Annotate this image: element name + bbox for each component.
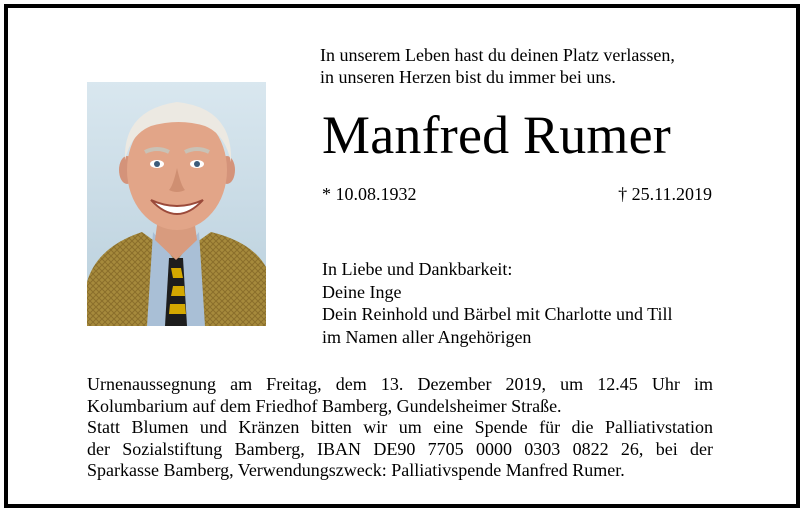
info-line-5: Sparkasse Bamberg, Verwendungszweck: Palliativspende Manfred Rumer.	[87, 460, 625, 480]
deceased-name: Manfred Rumer	[322, 105, 671, 165]
memorial-quote	[320, 44, 740, 88]
mourners-block	[322, 258, 673, 348]
quote-line-1: In unserem Leben hast du deinen Platz verlassen,	[320, 45, 675, 65]
quote-line-2: in unseren Herzen bist du immer bei uns.	[320, 67, 616, 87]
info-line-4: der Sozialstiftung Bamberg, IBAN DE90 7705 0000 0303 0822 26, bei der	[87, 438, 713, 459]
mourners-line-3: Dein Reinhold und Bärbel mit Charlotte und Till	[322, 304, 673, 324]
info-line-1: Urnenaussegnung am Freitag, dem 13. Dezember 2019, um 12.45 Uhr im	[87, 374, 713, 394]
portrait-photo	[87, 82, 266, 326]
info-line-2: Kolumbarium auf dem Friedhof Bamberg, Gundelsheimer Straße.	[87, 395, 562, 416]
funeral-info	[87, 374, 713, 482]
mourners-line-4: im Namen aller Angehörigen	[322, 326, 532, 347]
death-date: † 25.11.2019	[618, 184, 712, 204]
mourners-line-1: In Liebe und Dankbarkeit:	[322, 259, 513, 279]
mourners-line-2: Deine Inge	[322, 281, 402, 302]
info-line-3: Statt Blumen und Kränzen bitten wir um eine Spende für die Palliativstation	[87, 417, 713, 437]
birth-date: * 10.08.1932	[322, 184, 417, 204]
